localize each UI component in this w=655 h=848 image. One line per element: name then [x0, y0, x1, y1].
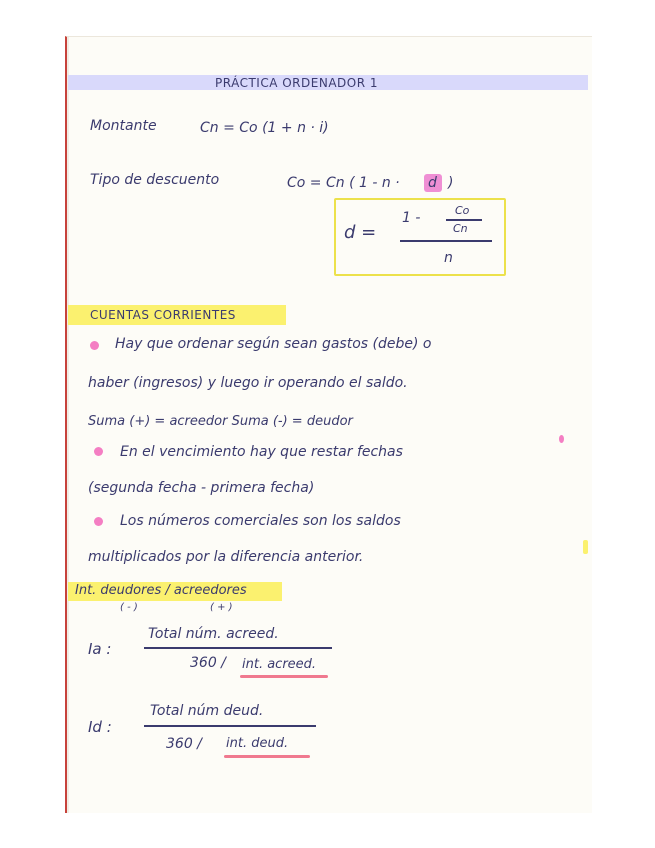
bullet-1: [90, 341, 99, 350]
bullet1-line2: haber (ingresos) y luego ir operando el saldo.: [88, 375, 408, 391]
bullet1-line1: Hay que ordenar según sean gastos (debe) o: [115, 336, 432, 352]
pink-dot-mark: [559, 435, 564, 443]
descuento-label: Tipo de descuento: [90, 172, 220, 188]
cuentas-heading: CUENTAS CORRIENTES: [90, 308, 236, 322]
ia-underline: [240, 675, 328, 678]
box-den: n: [444, 250, 453, 266]
bullet3-line2: multiplicados por la diferencia anterior.: [88, 549, 364, 565]
ia-denominator-var: int. acreed.: [242, 657, 317, 672]
sign-deudores: ( - ): [120, 602, 138, 613]
descuento-formula-var: d: [428, 175, 437, 191]
bullet-3: [94, 517, 103, 526]
box-lhs: d =: [344, 222, 377, 243]
intereses-heading: Int. deudores / acreedores: [75, 583, 247, 598]
ia-numerator: Total núm. acreed.: [148, 626, 279, 642]
suma-line: Suma (+) = acreedor Suma (-) = deudor: [88, 414, 353, 429]
id-fraction-line: [144, 725, 316, 727]
ia-fraction-line: [144, 647, 332, 649]
id-underline: [224, 755, 310, 758]
descuento-formula-suffix: ): [448, 175, 454, 191]
id-denominator-prefix: 360 /: [166, 736, 202, 752]
bullet3-line1: Los números comerciales son los saldos: [120, 513, 401, 529]
yellow-mark: [583, 540, 588, 554]
id-denominator-var: int. deud.: [226, 736, 289, 751]
id-numerator: Total núm deud.: [150, 703, 264, 719]
box-inner-den: Cn: [453, 222, 468, 235]
descuento-formula-prefix: Co = Cn ( 1 - n ·: [287, 175, 400, 191]
page-title: PRÁCTICA ORDENADOR 1: [215, 76, 378, 90]
montante-formula: Cn = Co (1 + n · i): [200, 120, 329, 136]
montante-label: Montante: [90, 118, 157, 134]
box-inner-num: Co: [455, 204, 470, 217]
ia-denominator-prefix: 360 /: [190, 655, 226, 671]
ia-label: Ia :: [88, 640, 112, 658]
bullet-2: [94, 447, 103, 456]
bullet2-line1: En el vencimiento hay que restar fechas: [120, 444, 403, 460]
box-main-line: [400, 240, 492, 242]
bullet2-line2: (segunda fecha - primera fecha): [88, 480, 315, 496]
box-inner-line: [446, 219, 482, 221]
sign-acreedores: ( + ): [210, 602, 233, 613]
id-label: Id :: [88, 718, 112, 736]
box-num-prefix: 1 -: [402, 210, 421, 226]
